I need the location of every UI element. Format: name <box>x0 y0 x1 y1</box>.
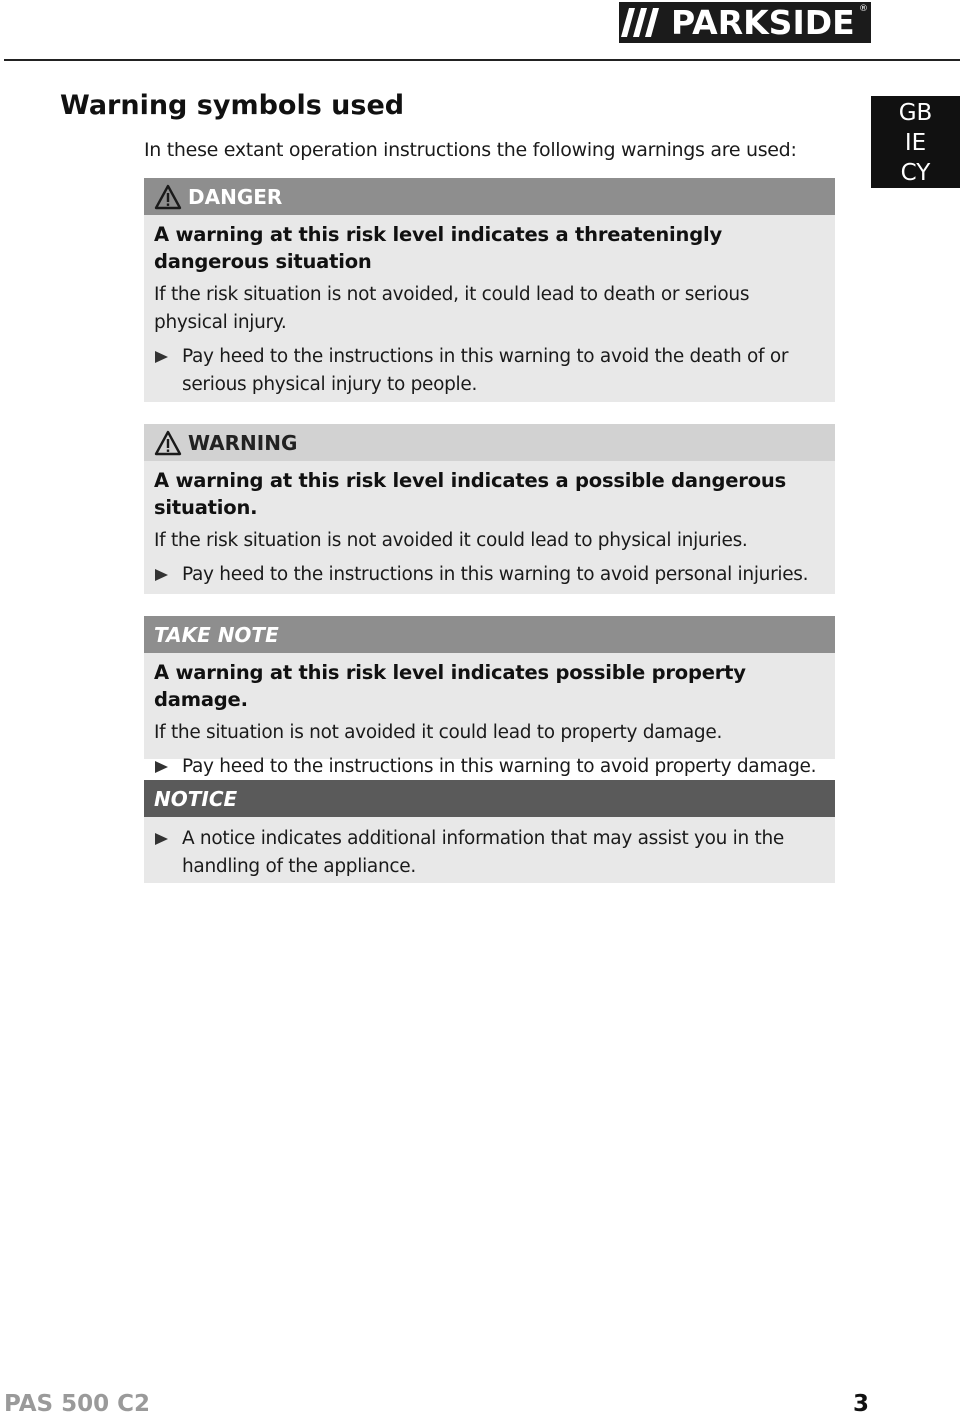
bullet-arrow-icon <box>155 761 168 773</box>
warning-bullet <box>154 561 825 589</box>
take-note-text: If the situation is not avoided it could lead to property damage. <box>154 722 723 743</box>
danger-bullet <box>154 343 825 399</box>
page-title: Warning symbols used <box>60 90 405 121</box>
take-note-body <box>144 653 835 789</box>
take-note-box <box>144 616 835 777</box>
notice-box <box>144 780 835 883</box>
take-note-lead: A warning at this risk level indicates possible property damage. <box>154 661 746 711</box>
logo-slashes-icon <box>619 2 669 43</box>
take-note-bullet-text: Pay heed to the instructions in this warning to avoid property damage. <box>182 756 817 777</box>
take-note-header <box>144 616 835 653</box>
notice-bullet-text: A notice indicates additional information that may assist you in the handling of the appliance. <box>182 828 784 877</box>
bullet-arrow-icon <box>155 351 168 363</box>
take-note-bullet <box>154 753 825 781</box>
intro-text: In these extant operation instructions the following warnings are used: <box>144 139 797 161</box>
warning-label: WARNING <box>188 430 298 455</box>
warning-text: If the risk situation is not avoided it could lead to physical injuries. <box>154 530 748 551</box>
country-tab <box>871 96 960 188</box>
registered-mark: ® <box>859 4 868 14</box>
notice-bullet <box>154 825 825 881</box>
footer-model: PAS 500 C2 <box>4 1391 151 1417</box>
notice-label: NOTICE <box>154 786 238 811</box>
warning-box <box>144 424 835 594</box>
logo-brand-text: PARKSIDE <box>671 3 855 42</box>
country-code: IE <box>904 130 927 156</box>
danger-label: DANGER <box>188 184 283 209</box>
notice-body <box>144 817 835 889</box>
notice-header <box>144 780 835 817</box>
warning-header <box>144 424 835 461</box>
danger-lead: A warning at this risk level indicates a threateningly dangerous situation <box>154 223 722 273</box>
header-rule <box>4 59 960 61</box>
footer-page-number: 3 <box>853 1391 870 1417</box>
take-note-label: TAKE NOTE <box>154 622 279 647</box>
danger-box <box>144 178 835 402</box>
warning-bullet-text: Pay heed to the instructions in this warning to avoid personal injuries. <box>182 564 809 585</box>
bullet-arrow-icon <box>155 569 168 581</box>
warning-body <box>144 461 835 597</box>
danger-text: If the risk situation is not avoided, it could lead to death or serious physical injury. <box>154 284 750 333</box>
parkside-logo <box>619 2 871 43</box>
warning-triangle-icon <box>154 430 182 456</box>
danger-bullet-text: Pay heed to the instructions in this warning to avoid the death of or serious physical injury to people. <box>182 346 789 395</box>
warning-triangle-icon <box>154 184 182 210</box>
country-code: CY <box>900 160 931 186</box>
warning-lead: A warning at this risk level indicates a possible dangerous situation. <box>154 469 787 519</box>
country-code: GB <box>898 100 933 126</box>
danger-body <box>144 215 835 407</box>
bullet-arrow-icon <box>155 833 168 845</box>
danger-header <box>144 178 835 215</box>
